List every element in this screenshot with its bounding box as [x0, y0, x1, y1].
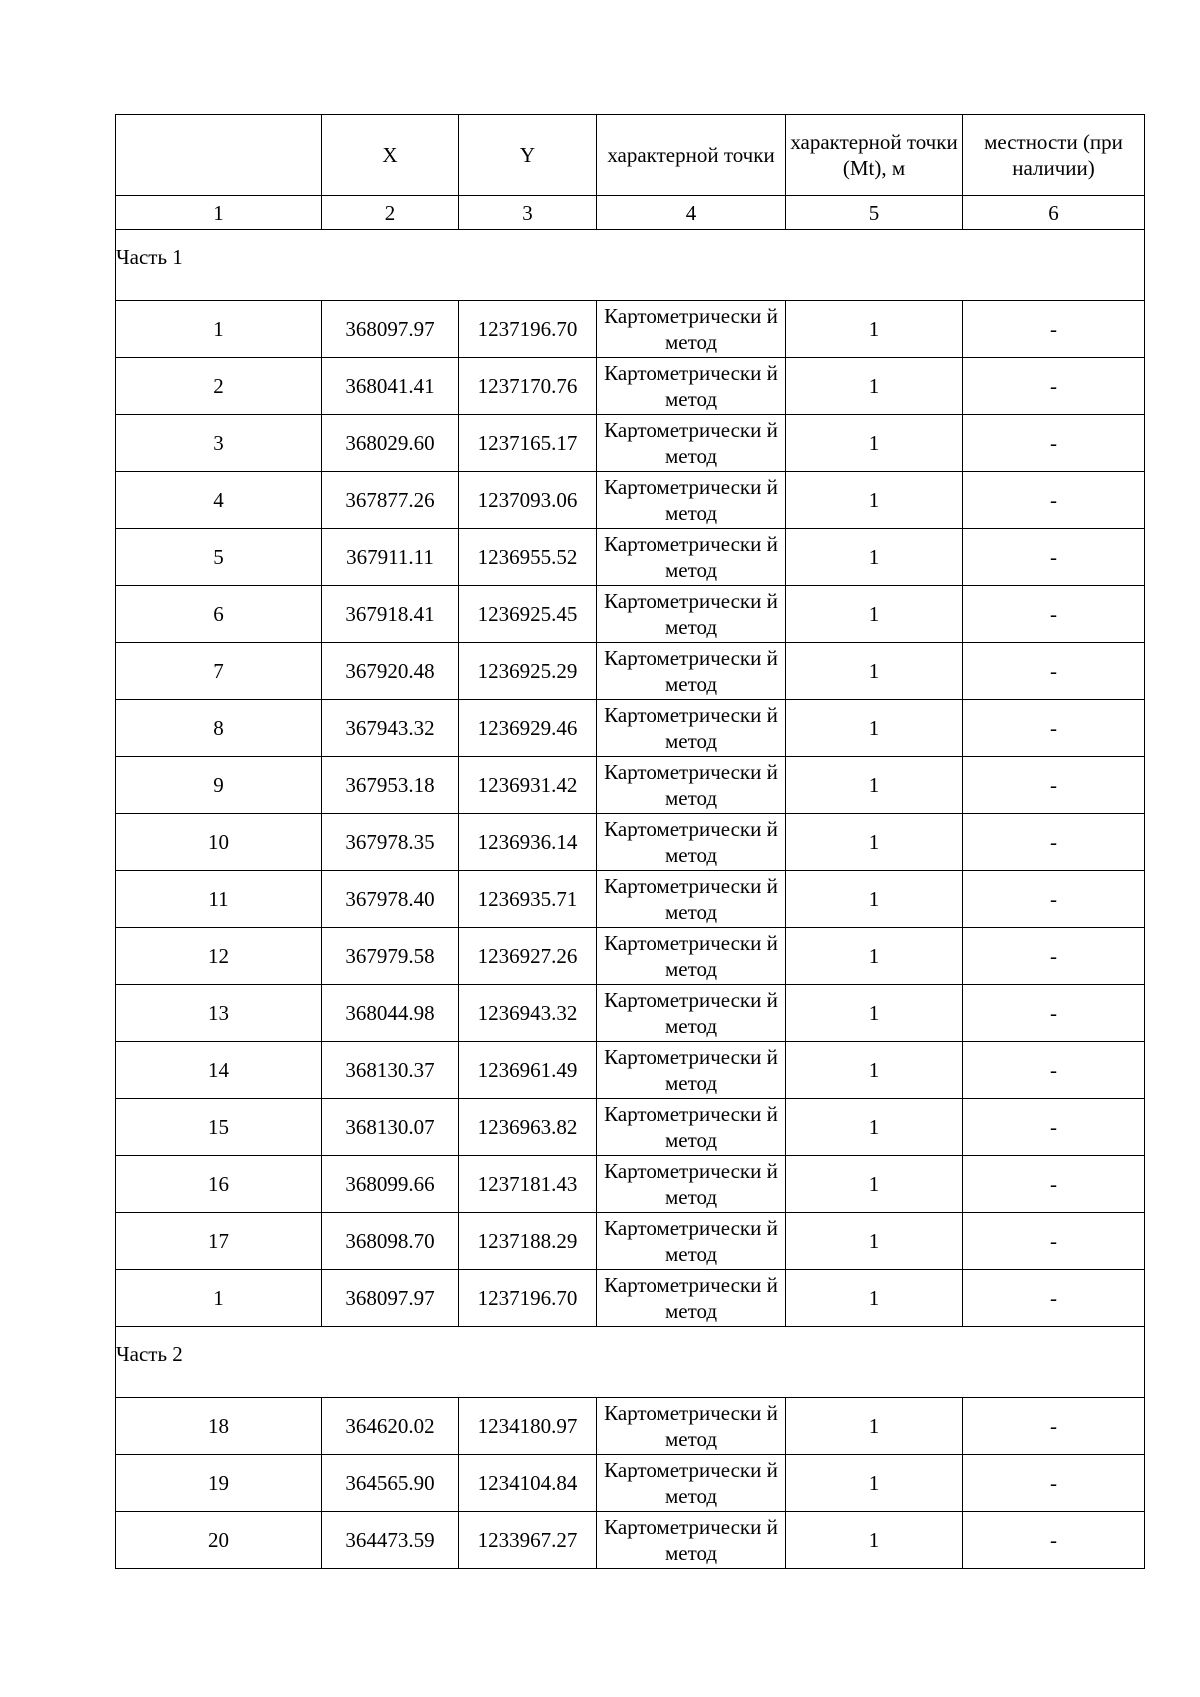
y-coordinate-cell: 1236931.42	[459, 757, 597, 814]
x-coordinate-cell: 368041.41	[322, 358, 459, 415]
table-row	[116, 358, 1145, 415]
y-coordinate-cell: 1236935.71	[459, 871, 597, 928]
point-number-cell: 12	[116, 928, 322, 985]
method-cell: Картометрически й метод	[597, 529, 786, 586]
x-coordinate-cell: 364565.90	[322, 1455, 459, 1512]
table-row	[116, 985, 1145, 1042]
location-description-cell: -	[963, 1099, 1145, 1156]
x-coordinate-cell: 367918.41	[322, 586, 459, 643]
location-description-cell: -	[963, 814, 1145, 871]
point-number-cell: 1	[116, 301, 322, 358]
column-number: 3	[459, 196, 597, 230]
method-cell: Картометрически й метод	[597, 1156, 786, 1213]
header-cell-y: Y	[459, 115, 597, 196]
accuracy-cell: 1	[786, 1213, 963, 1270]
location-description-cell: -	[963, 1398, 1145, 1455]
x-coordinate-cell: 368098.70	[322, 1213, 459, 1270]
header-cell-1	[116, 115, 322, 196]
x-coordinate-cell: 368099.66	[322, 1156, 459, 1213]
method-cell: Картометрически й метод	[597, 1398, 786, 1455]
x-coordinate-cell: 367877.26	[322, 472, 459, 529]
table-row	[116, 1398, 1145, 1455]
location-description-cell: -	[963, 1270, 1145, 1327]
header-cell-location: местности (при наличии)	[963, 115, 1145, 196]
y-coordinate-cell: 1236936.14	[459, 814, 597, 871]
section-header-row	[116, 230, 1145, 301]
method-cell: Картометрически й метод	[597, 871, 786, 928]
accuracy-cell: 1	[786, 586, 963, 643]
location-description-cell: -	[963, 586, 1145, 643]
method-cell: Картометрически й метод	[597, 301, 786, 358]
location-description-cell: -	[963, 358, 1145, 415]
method-cell: Картометрически й метод	[597, 358, 786, 415]
method-cell: Картометрически й метод	[597, 1455, 786, 1512]
method-cell: Картометрически й метод	[597, 814, 786, 871]
y-coordinate-cell: 1234180.97	[459, 1398, 597, 1455]
location-description-cell: -	[963, 1042, 1145, 1099]
x-coordinate-cell: 367911.11	[322, 529, 459, 586]
accuracy-cell: 1	[786, 1156, 963, 1213]
point-number-cell: 14	[116, 1042, 322, 1099]
coordinates-table	[115, 114, 1145, 1569]
table-row	[116, 814, 1145, 871]
x-coordinate-cell: 364620.02	[322, 1398, 459, 1455]
x-coordinate-cell: 367920.48	[322, 643, 459, 700]
point-number-cell: 2	[116, 358, 322, 415]
y-coordinate-cell: 1237170.76	[459, 358, 597, 415]
accuracy-cell: 1	[786, 757, 963, 814]
point-number-cell: 8	[116, 700, 322, 757]
y-coordinate-cell: 1233967.27	[459, 1512, 597, 1569]
location-description-cell: -	[963, 985, 1145, 1042]
location-description-cell: -	[963, 643, 1145, 700]
location-description-cell: -	[963, 757, 1145, 814]
y-coordinate-cell: 1234104.84	[459, 1455, 597, 1512]
column-number: 6	[963, 196, 1145, 230]
accuracy-cell: 1	[786, 415, 963, 472]
point-number-cell: 6	[116, 586, 322, 643]
point-number-cell: 3	[116, 415, 322, 472]
method-cell: Картометрически й метод	[597, 1099, 786, 1156]
x-coordinate-cell: 367978.35	[322, 814, 459, 871]
point-number-cell: 4	[116, 472, 322, 529]
y-coordinate-cell: 1236929.46	[459, 700, 597, 757]
y-coordinate-cell: 1236963.82	[459, 1099, 597, 1156]
point-number-cell: 9	[116, 757, 322, 814]
y-coordinate-cell: 1237165.17	[459, 415, 597, 472]
table-row	[116, 928, 1145, 985]
method-cell: Картометрически й метод	[597, 643, 786, 700]
y-coordinate-cell: 1236955.52	[459, 529, 597, 586]
x-coordinate-cell: 368044.98	[322, 985, 459, 1042]
accuracy-cell: 1	[786, 1042, 963, 1099]
accuracy-cell: 1	[786, 700, 963, 757]
y-coordinate-cell: 1236961.49	[459, 1042, 597, 1099]
point-number-cell: 1	[116, 1270, 322, 1327]
method-cell: Картометрически й метод	[597, 700, 786, 757]
y-coordinate-cell: 1236927.26	[459, 928, 597, 985]
table-row	[116, 643, 1145, 700]
point-number-cell: 20	[116, 1512, 322, 1569]
x-coordinate-cell: 368097.97	[322, 301, 459, 358]
accuracy-cell: 1	[786, 985, 963, 1042]
method-cell: Картометрически й метод	[597, 928, 786, 985]
accuracy-cell: 1	[786, 928, 963, 985]
location-description-cell: -	[963, 415, 1145, 472]
location-description-cell: -	[963, 529, 1145, 586]
header-cell-x: X	[322, 115, 459, 196]
accuracy-cell: 1	[786, 871, 963, 928]
y-coordinate-cell: 1237181.43	[459, 1156, 597, 1213]
table-row	[116, 871, 1145, 928]
x-coordinate-cell: 367943.32	[322, 700, 459, 757]
coordinates-table-body	[116, 115, 1145, 1569]
x-coordinate-cell: 367978.40	[322, 871, 459, 928]
section-header-row	[116, 1327, 1145, 1398]
accuracy-cell: 1	[786, 301, 963, 358]
table-row	[116, 700, 1145, 757]
accuracy-cell: 1	[786, 643, 963, 700]
table-row	[116, 1213, 1145, 1270]
location-description-cell: -	[963, 1213, 1145, 1270]
location-description-cell: -	[963, 871, 1145, 928]
x-coordinate-cell: 368130.37	[322, 1042, 459, 1099]
accuracy-cell: 1	[786, 1099, 963, 1156]
accuracy-cell: 1	[786, 1455, 963, 1512]
location-description-cell: -	[963, 700, 1145, 757]
method-cell: Картометрически й метод	[597, 985, 786, 1042]
point-number-cell: 16	[116, 1156, 322, 1213]
y-coordinate-cell: 1236925.45	[459, 586, 597, 643]
point-number-cell: 13	[116, 985, 322, 1042]
y-coordinate-cell: 1237196.70	[459, 301, 597, 358]
method-cell: Картометрически й метод	[597, 1042, 786, 1099]
accuracy-cell: 1	[786, 472, 963, 529]
column-number: 4	[597, 196, 786, 230]
column-number: 5	[786, 196, 963, 230]
table-row	[116, 415, 1145, 472]
point-number-cell: 17	[116, 1213, 322, 1270]
section-title: Часть 2	[116, 1327, 1145, 1398]
point-number-cell: 10	[116, 814, 322, 871]
table-row	[116, 301, 1145, 358]
method-cell: Картометрически й метод	[597, 415, 786, 472]
location-description-cell: -	[963, 301, 1145, 358]
x-coordinate-cell: 364473.59	[322, 1512, 459, 1569]
accuracy-cell: 1	[786, 1512, 963, 1569]
location-description-cell: -	[963, 1512, 1145, 1569]
method-cell: Картометрически й метод	[597, 586, 786, 643]
table-row	[116, 472, 1145, 529]
method-cell: Картометрически й метод	[597, 1512, 786, 1569]
accuracy-cell: 1	[786, 529, 963, 586]
header-row	[116, 115, 1145, 196]
location-description-cell: -	[963, 928, 1145, 985]
column-number-row	[116, 196, 1145, 230]
y-coordinate-cell: 1236925.29	[459, 643, 597, 700]
x-coordinate-cell: 367953.18	[322, 757, 459, 814]
table-row	[116, 1512, 1145, 1569]
point-number-cell: 15	[116, 1099, 322, 1156]
table-row	[116, 1156, 1145, 1213]
point-number-cell: 11	[116, 871, 322, 928]
section-title: Часть 1	[116, 230, 1145, 301]
x-coordinate-cell: 368130.07	[322, 1099, 459, 1156]
x-coordinate-cell: 368097.97	[322, 1270, 459, 1327]
y-coordinate-cell: 1237188.29	[459, 1213, 597, 1270]
column-number: 1	[116, 196, 322, 230]
accuracy-cell: 1	[786, 1398, 963, 1455]
table-row	[116, 529, 1145, 586]
table-row	[116, 1099, 1145, 1156]
method-cell: Картометрически й метод	[597, 472, 786, 529]
method-cell: Картометрически й метод	[597, 1213, 786, 1270]
accuracy-cell: 1	[786, 1270, 963, 1327]
table-row	[116, 757, 1145, 814]
method-cell: Картометрически й метод	[597, 1270, 786, 1327]
y-coordinate-cell: 1237093.06	[459, 472, 597, 529]
x-coordinate-cell: 368029.60	[322, 415, 459, 472]
accuracy-cell: 1	[786, 814, 963, 871]
header-cell-method: характерной точки	[597, 115, 786, 196]
table-row	[116, 586, 1145, 643]
location-description-cell: -	[963, 1455, 1145, 1512]
table-row	[116, 1270, 1145, 1327]
point-number-cell: 5	[116, 529, 322, 586]
location-description-cell: -	[963, 472, 1145, 529]
method-cell: Картометрически й метод	[597, 757, 786, 814]
y-coordinate-cell: 1237196.70	[459, 1270, 597, 1327]
point-number-cell: 18	[116, 1398, 322, 1455]
point-number-cell: 19	[116, 1455, 322, 1512]
accuracy-cell: 1	[786, 358, 963, 415]
location-description-cell: -	[963, 1156, 1145, 1213]
y-coordinate-cell: 1236943.32	[459, 985, 597, 1042]
table-row	[116, 1455, 1145, 1512]
column-number: 2	[322, 196, 459, 230]
table-row	[116, 1042, 1145, 1099]
header-cell-accuracy: характерной точки (Mt), м	[786, 115, 963, 196]
x-coordinate-cell: 367979.58	[322, 928, 459, 985]
point-number-cell: 7	[116, 643, 322, 700]
